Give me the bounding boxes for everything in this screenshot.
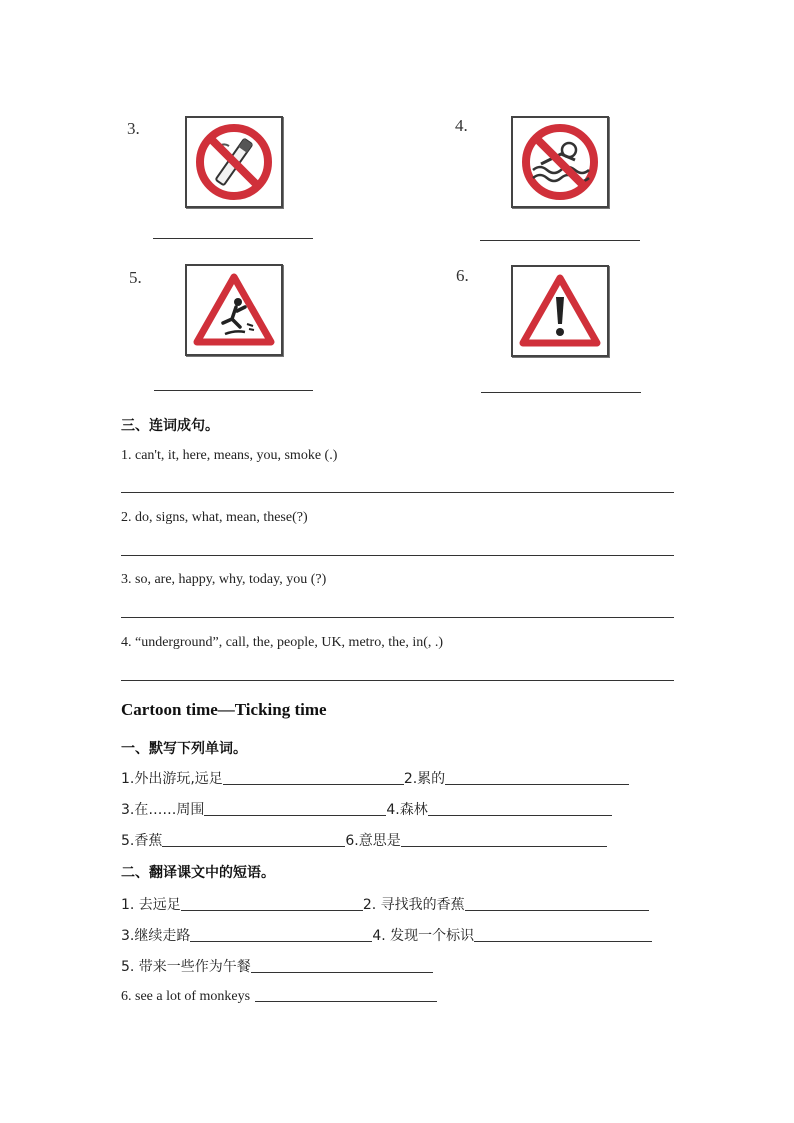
sign-number-6: 6.	[456, 266, 469, 285]
sentence-item-1: 1. can't, it, here, means, you, smoke (.)	[121, 448, 338, 463]
sentence-item-2: 2. do, signs, what, mean, these(?)	[121, 510, 308, 525]
translate-row-1	[121, 894, 649, 914]
answer-line-6[interactable]	[481, 392, 641, 393]
translate-prompt-2: 2. 寻找我的香蕉	[362, 897, 465, 913]
translate-prompt-3: 3.继续走路	[121, 928, 191, 944]
translate-prompt-5: 5. 带来一些作为午餐	[121, 959, 251, 975]
answer-line-3[interactable]	[153, 238, 313, 239]
translate-blank-5[interactable]	[251, 958, 433, 973]
dictation-blank-4[interactable]	[428, 801, 612, 816]
translate-blank-6[interactable]	[255, 987, 437, 1002]
danger-warning-icon	[513, 267, 607, 355]
answer-line-5[interactable]	[154, 390, 313, 391]
dictation-row-2	[121, 799, 612, 819]
translate-heading: 二、翻译课文中的短语。	[121, 865, 275, 881]
translate-prompt-1: 1. 去远足	[121, 897, 181, 913]
dictation-prompt-1: 1.外出游玩,远足	[121, 771, 223, 787]
sentence-item-4: 4. “underground”, call, the, people, UK, metro, the, in(, .)	[121, 635, 444, 650]
dictation-heading: 一、默写下列单词。	[121, 741, 247, 757]
sign-5-image	[185, 264, 283, 356]
no-smoking-icon	[187, 118, 281, 206]
dictation-blank-5[interactable]	[162, 832, 345, 847]
no-swimming-icon	[513, 118, 607, 206]
sign-4-image	[511, 116, 609, 208]
translate-row-4	[121, 987, 437, 1005]
dictation-blank-2[interactable]	[445, 770, 629, 785]
sentence-answer-line-4[interactable]	[121, 680, 674, 681]
sign-number-4: 4.	[455, 116, 468, 135]
sign-3-image	[185, 116, 283, 208]
dictation-prompt-3: 3.在……周围	[121, 802, 205, 818]
slippery-warning-icon	[187, 266, 281, 354]
sentence-item-3: 3. so, are, happy, why, today, you (?)	[121, 572, 327, 587]
sentence-answer-line-2[interactable]	[121, 555, 674, 556]
cartoon-title: Cartoon time—Ticking time	[121, 700, 327, 719]
translate-prompt-4: 4. 发现一个标识	[372, 928, 475, 944]
dictation-blank-1[interactable]	[223, 770, 404, 785]
translate-blank-1[interactable]	[181, 896, 363, 911]
dictation-blank-6[interactable]	[401, 832, 607, 847]
translate-prompt-6: 6. see a lot of monkeys	[121, 989, 251, 1004]
sign-number-5: 5.	[129, 268, 142, 287]
dictation-prompt-6: 6.意思是	[345, 833, 401, 849]
dictation-row-1	[121, 768, 629, 788]
dictation-prompt-5: 5.香蕉	[121, 833, 163, 849]
sign-6-image	[511, 265, 609, 357]
sign-number-3: 3.	[127, 119, 140, 138]
dictation-blank-3[interactable]	[204, 801, 386, 816]
translate-row-2	[121, 925, 652, 945]
translate-blank-3[interactable]	[190, 927, 372, 942]
sentence-answer-line-1[interactable]	[121, 492, 674, 493]
dictation-prompt-4: 4.森林	[386, 802, 428, 818]
dictation-row-3	[121, 830, 607, 850]
translate-blank-2[interactable]	[465, 896, 649, 911]
sentence-answer-line-3[interactable]	[121, 617, 674, 618]
dictation-prompt-2: 2.累的	[403, 771, 446, 787]
translate-row-3	[121, 956, 433, 976]
answer-line-4[interactable]	[480, 240, 640, 241]
translate-blank-4[interactable]	[474, 927, 652, 942]
section-3-heading: 三、连词成句。	[121, 418, 219, 434]
